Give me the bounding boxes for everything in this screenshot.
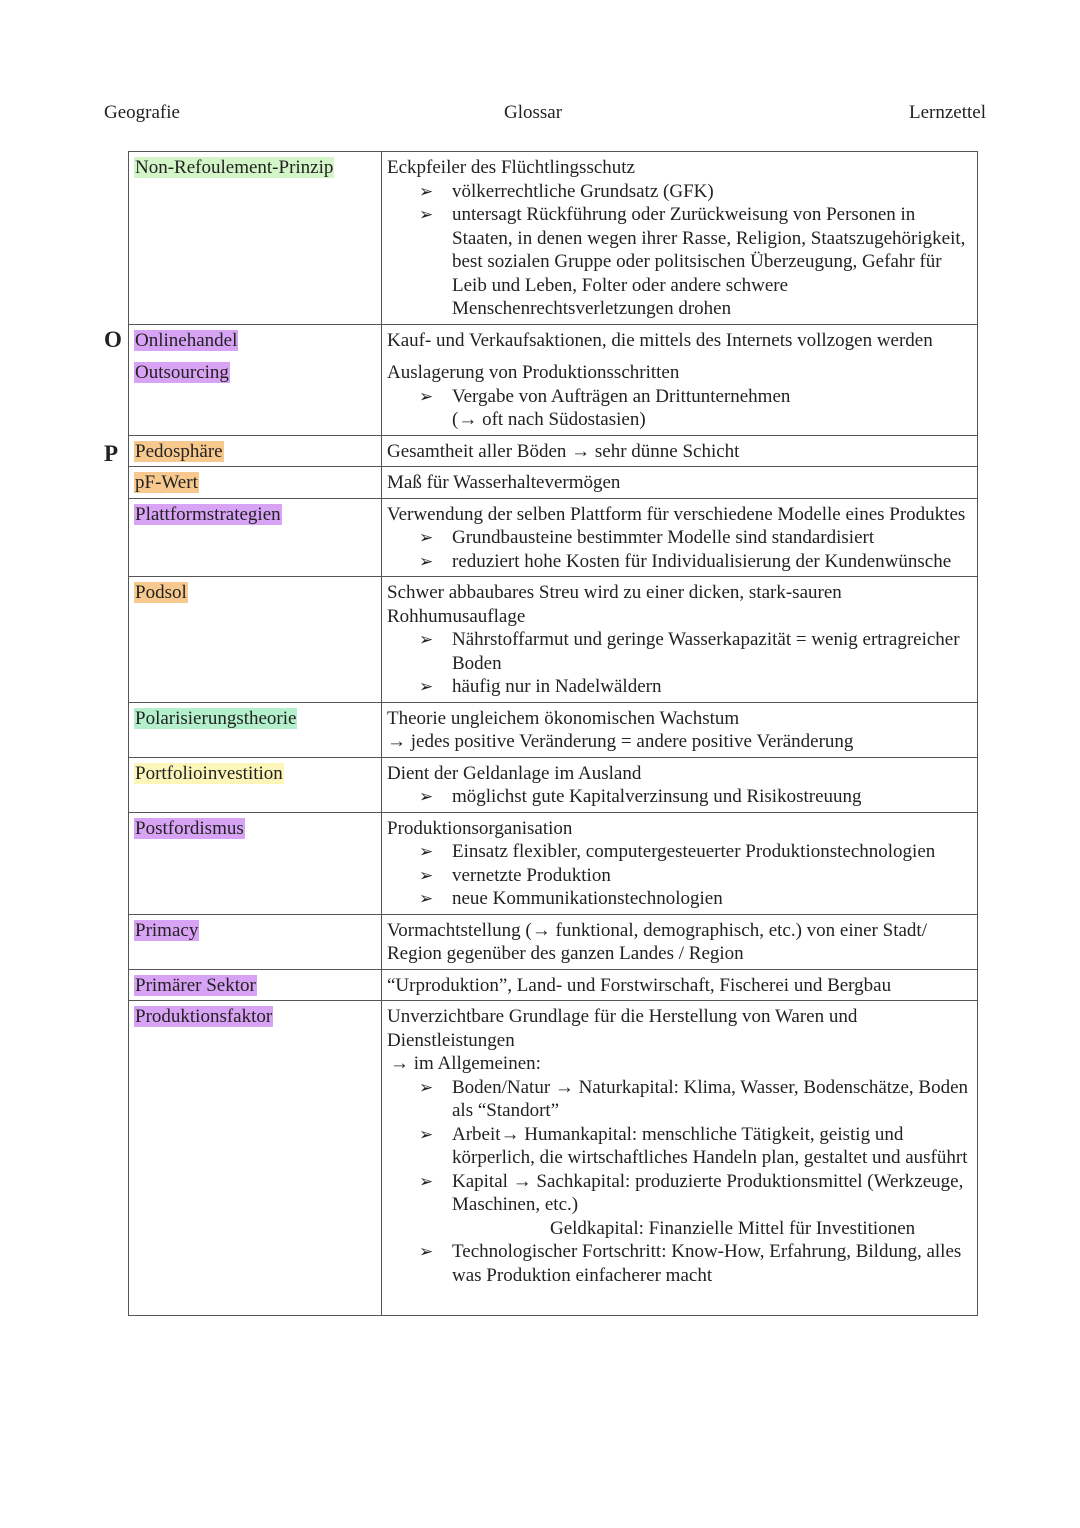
term-label: Plattformstrategien [135,503,281,525]
table-row [129,1001,978,1316]
list-item: ➢ Vergabe von Aufträgen an Drittunternehmen [452,385,972,409]
list-item: ➢ Boden/Natur → Naturkapital: Klima, Wasser, Bodenschätze, Boden als “Standort” [452,1076,972,1123]
definition-text: Unverzichtbare Grundlage für die Herstellung von Waren und Dienstleistungen [387,1006,858,1051]
term-label: Pedosphäre [135,440,223,462]
term-label: Produktionsfaktor [135,1006,273,1027]
table-row [129,435,978,467]
definition-text: Vormachtstellung (→ funktional, demographisch, etc.) von einer Stadt/ Region gegenüber des ganzen Landes / Region [387,919,927,964]
term-label: Postfordismus [135,817,244,839]
definition-text: Verwendung der selben Plattform für verschiedene Modelle eines Produktes [387,503,966,525]
definition-text: “Urproduktion”, Land- und Forstwirschaft, Fischerei und Bergbau [387,974,892,996]
term-cell [129,152,382,325]
bullet-list [387,1076,972,1217]
term-label: Portfolioinvestition [135,762,283,784]
term-cell [129,498,382,577]
list-item: ➢ möglichst gute Kapitalverzinsung und Risikostreuung [452,785,972,809]
bullet-list [387,785,972,809]
list-item: ➢ Arbeit→ Humankapital: menschliche Tätigkeit, geistig und körperlich, die wirtschaftliches Handeln plan, gestaltet und ausführt [452,1123,972,1170]
table-row [129,498,978,577]
definition-text: Produktionsorganisation [387,817,573,839]
definition-note: Geldkapital: Finanzielle Mittel für Investitionen [550,1217,916,1239]
definition-cell [382,324,978,435]
term-label: Podsol [135,582,187,603]
table-row [129,324,978,435]
bullet-list [387,1240,972,1287]
definition-text: → im Allgemeinen: [390,1053,541,1074]
list-item: ➢ Kapital → Sachkapital: produzierte Produktionsmittel (Werkzeuge, Maschinen, etc.) [452,1170,972,1217]
list-item: ➢ untersagt Rückführung oder Zurückweisung von Personen in Staaten, in denen wegen ihrer Rasse, Religion, Staatszugehörigkeit, best sozialen Gruppe oder politsischen Überzeugung, Gefahr für Leib und Leben, Folter oder andere schwere Menschenrechtsverletzungen drohen [452,203,972,321]
definition-text: → jedes positive Veränderung = andere positive Veränderung [387,731,854,752]
table-row [129,757,978,812]
definition-text: Maß für Wasserhaltevermögen [387,472,621,493]
term-cell [129,435,382,467]
definition-cell [382,757,978,812]
term-label: Onlinehandel [135,329,238,351]
table-row [129,812,978,914]
term-cell [129,812,382,914]
definition-cell [382,435,978,467]
term-cell [129,969,382,1001]
list-item: ➢ vernetzte Produktion [452,864,972,888]
list-item: ➢ Nährstoffarmut und geringe Wasserkapazität = wenig ertragreicher Boden [452,628,972,675]
term-label: Primärer Sektor [135,974,256,996]
bullet-list [387,628,972,699]
term-label: Primacy [135,919,199,941]
table-row [129,152,978,325]
definition-cell [382,914,978,969]
definition-cell [382,702,978,757]
definition-cell [382,152,978,325]
definition-cell [382,467,978,499]
table-row [129,914,978,969]
table-row [129,969,978,1001]
definition-note: (→ oft nach Südostasien) [452,409,646,430]
list-item: ➢ Einsatz flexibler, computergesteuerter Produktionstechnologien [452,840,972,864]
definition-cell [382,812,978,914]
glossary-table [128,151,978,1316]
subject-label: Geografie [104,102,180,123]
definition-text: Schwer abbaubares Streu wird zu einer dicken, stark-sauren Rohhumusauflage [387,582,842,627]
bullet-list [387,526,972,573]
term-cell [129,914,382,969]
term-cell [129,1001,382,1316]
definition-cell [382,577,978,703]
definition-text: Eckpfeiler des Flüchtlingsschutz [387,157,635,178]
term-label: pF-Wert [135,472,198,493]
list-item: ➢ häufig nur in Nadelwäldern [452,675,972,699]
list-item: ➢ Technologischer Fortschritt: Know-How, Erfahrung, Bildung, alles was Produktion einfacherer macht [452,1240,972,1287]
term-cell [129,577,382,703]
definition-text: Gesamtheit aller Böden → sehr dünne Schicht [387,440,740,462]
document-type-label: Lernzettel [908,102,986,123]
definition-text: Theorie ungleichem ökonomischen Wachstum [387,707,740,729]
definition-text: Kauf- und Verkaufsaktionen, die mittels des Internets vollzogen werden [387,329,933,351]
document-title: Glossar [504,102,563,123]
bullet-list [387,180,972,321]
term-cell [129,757,382,812]
list-item: ➢ völkerrechtliche Grundsatz (GFK) [452,180,972,204]
term-cell [129,702,382,757]
section-letter-o: O [104,327,122,352]
bullet-list [387,840,972,911]
definition-cell [382,969,978,1001]
table-row [129,467,978,499]
definition-cell [382,498,978,577]
section-letter-p: P [104,441,119,466]
definition-cell [382,1001,978,1316]
term-cell [129,324,382,435]
definition-text: Auslagerung von Produktionsschritten [387,362,680,383]
term-label: Non-Refoulement-Prinzip [135,157,334,178]
term-label: Polarisierungstheorie [135,707,297,729]
list-item: ➢ Grundbausteine bestimmter Modelle sind standardisiert [452,526,972,550]
term-cell [129,467,382,499]
table-row [129,702,978,757]
page-header [104,102,986,128]
term-label: Outsourcing [135,362,229,383]
table-row [129,577,978,703]
definition-text: Dient der Geldanlage im Ausland [387,762,642,784]
list-item: ➢ reduziert hohe Kosten für Individualisierung der Kundenwünsche [452,550,972,574]
list-item: ➢ neue Kommunikationstechnologien [452,887,972,911]
bullet-list [387,385,972,409]
